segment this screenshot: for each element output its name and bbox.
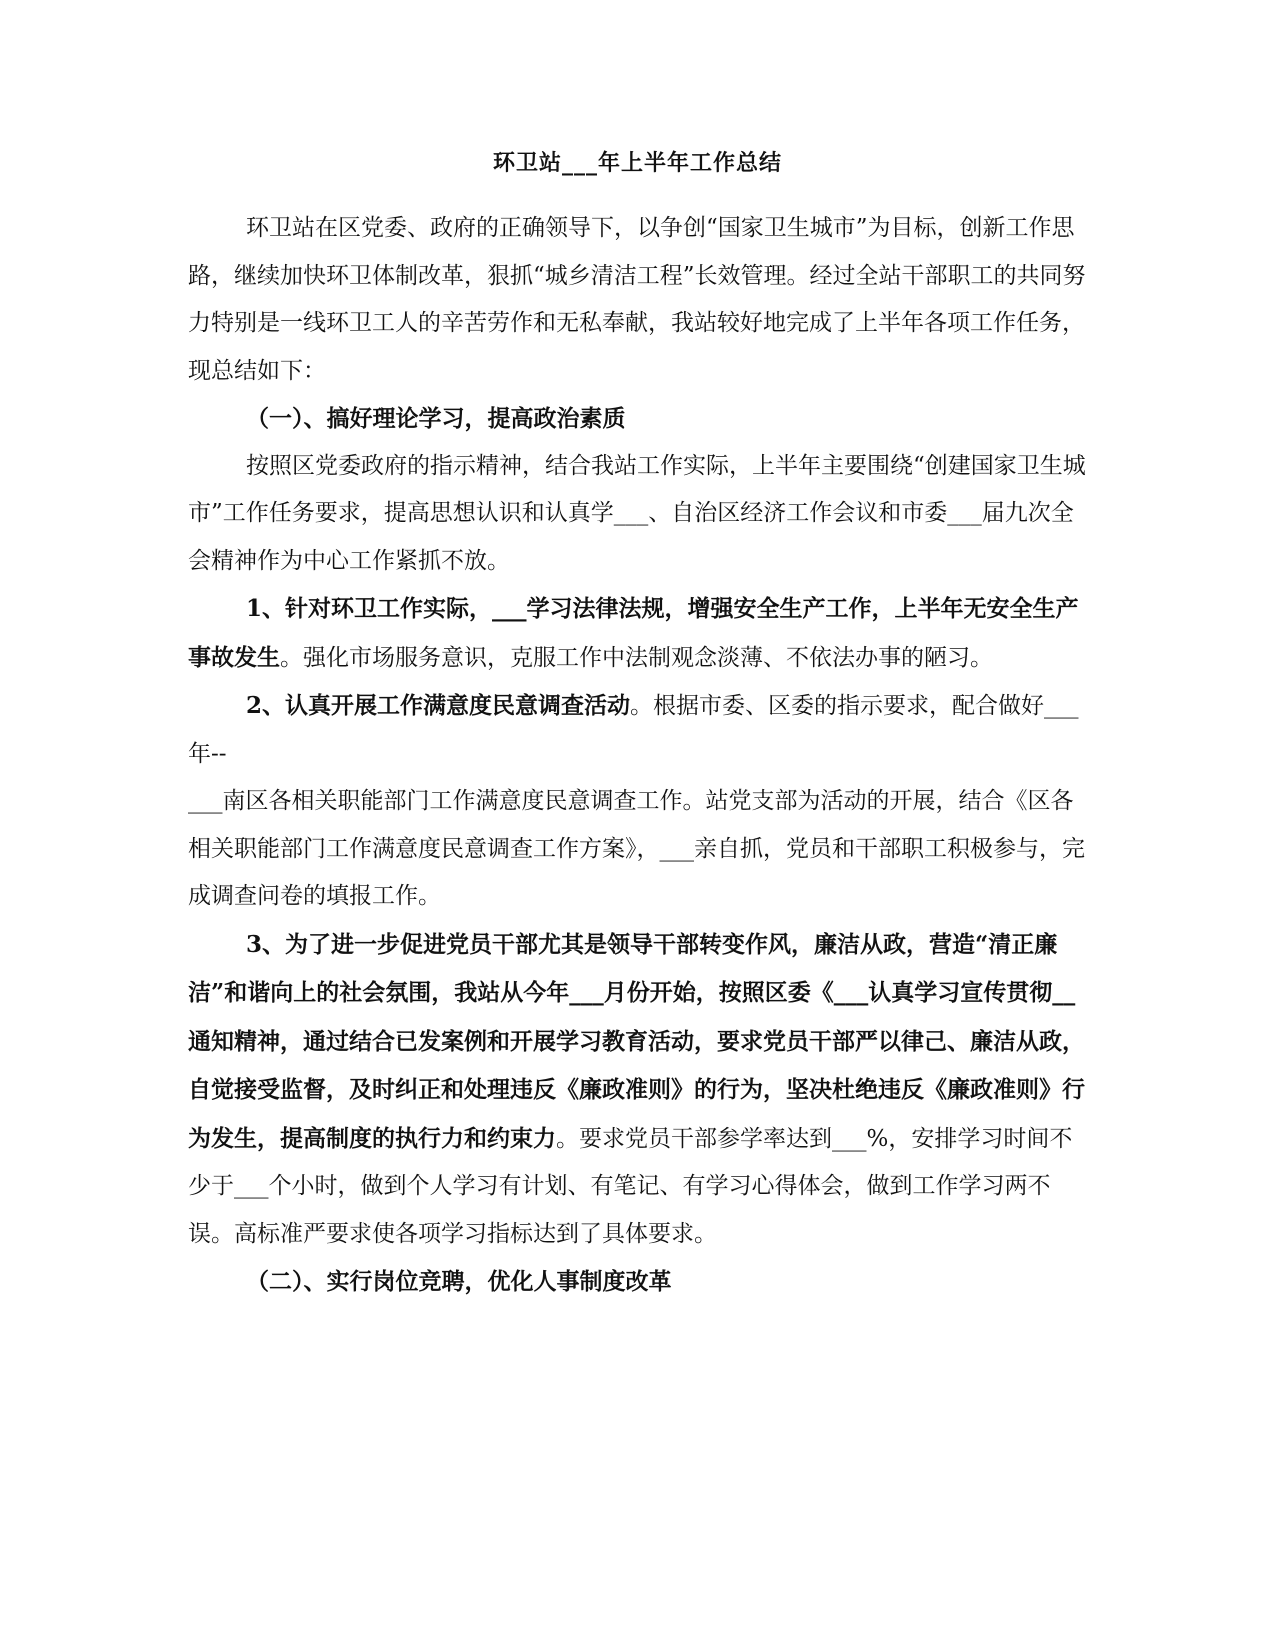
document-title: 环卫站___年上半年工作总结 <box>492 150 782 176</box>
item-3-rest-text: 。要求党员干部参学率达到___%，安排学习时间不少于___个小时，做到个人学习有计划、有笔记、有学习心得体会，做到工作学习两不误。高标准严要求使各项学习指标达到了具体要求。 <box>188 1125 1073 1247</box>
intro-paragraph: 环卫站在区党委、政府的正确领导下，以争创“国家卫生城市”为目标，创新工作思路，继续加快环卫体制改革，狠抓“城乡清洁工程”长效管理。经过全站干部职工的共同努力特别是一线环卫工人的辛苦劳作和无私奉献，我站较好地完成了上半年各项工作任务，现总结如下： <box>188 215 1086 384</box>
item-3-bold-text: 3、为了进一步促进党员干部尤其是领导干部转变作风，廉洁从政，营造“清正廉洁”和谐向上的社会氛围，我站从今年___月份开始，按照区委《___认真学习宣传贯彻__通知精神，通过结合已发案例和开展学习教育活动，要求党员干部严以律己、廉洁从政，自觉接受监督，及时纠正和处理违反《廉政准则》的行为，坚决杜绝违反《廉政准则》行为发生，提高制度的执行力和约束力 <box>188 930 1085 1152</box>
item-2-continuation: ___南区各相关职能部门工作满意度民意调查工作。站党支部为活动的开展，结合《区各相关职能部门工作满意度民意调查工作方案》，___亲自抓，党员和干部职工积极参与，完成调查问卷的填报工作。 <box>188 788 1085 909</box>
item-2-paragraph <box>188 682 1088 778</box>
item-2-rest-text: 。根据市委、区委的指示要求，配合做好___年-- <box>188 693 1079 767</box>
item-1-paragraph <box>188 585 1088 682</box>
item-1-bold-text: 1、针对环卫工作实际，___学习法律法规，增强安全生产工作，上半年无安全生产事故发生 <box>188 595 1079 671</box>
item-1-rest-text: 。强化市场服务意识，克服工作中法制观念淡薄、不依法办事的陋习。 <box>280 644 993 671</box>
study-paragraph: 按照区党委政府的指示精神，结合我站工作实际，上半年主要围绕“创建国家卫生城市”工作任务要求，提高思想认识和认真学___、自治区经济工作会议和市委___届九次全会精神作为中心工作紧抓不放。 <box>188 452 1086 574</box>
item-2-bold-text: 2、认真开展工作满意度民意调查活动 <box>246 692 631 719</box>
item-3-paragraph <box>188 921 1088 1259</box>
section-heading-2: （二）、实行岗位竞聘，优化人事制度改革 <box>246 1268 672 1295</box>
section-heading-1: （一）、搞好理论学习，提高政治素质 <box>246 405 626 432</box>
document-body <box>188 205 1088 1306</box>
